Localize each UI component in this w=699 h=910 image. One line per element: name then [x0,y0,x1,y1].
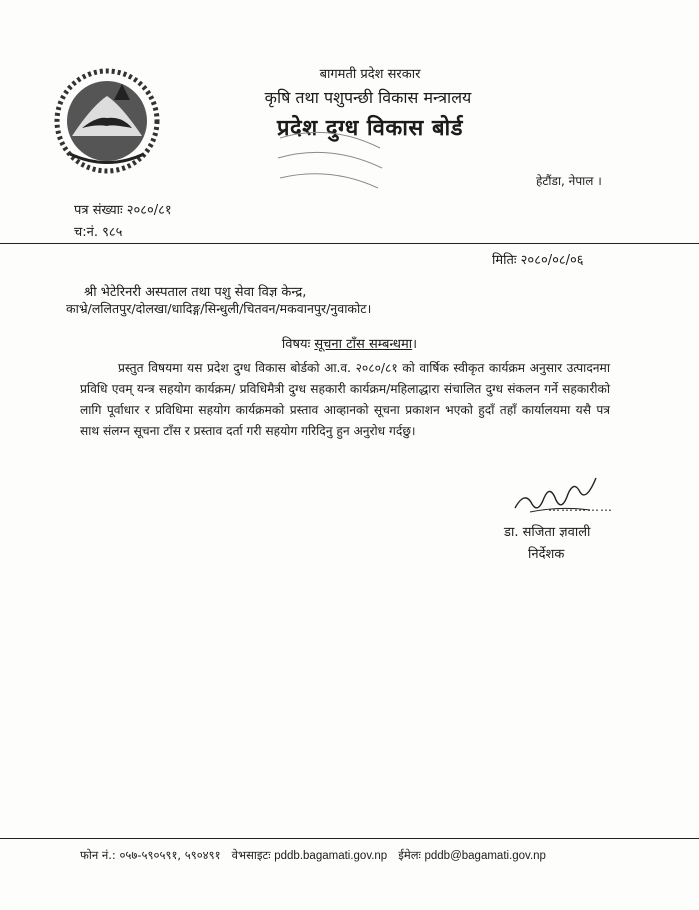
government-name: बागमती प्रदेश सरकार [319,67,421,82]
board-name: प्रदेश दुग्ध विकास बोर्ड [277,116,463,141]
letter-number: पत्र संख्याः २०८०/८१ [74,203,172,218]
office-location: हेटौंडा, नेपाल । [536,174,602,188]
footer-email-label: ईमेलः [398,848,421,862]
ministry-name: कृषि तथा पशुपन्छी विकास मन्त्रालय [264,88,472,107]
recipient-line-2: काभ्रे/ललितपुर/दोलखा/धादिङ्ग/सिन्धुली/चितवन/मकवानपुर/नुवाकोट। [66,301,372,316]
footer-website-link[interactable]: pddb.bagamati.gov.np [274,850,388,862]
subject-line [0,334,699,352]
office-stamp [270,128,390,198]
signer-title: निर्देशक [528,547,565,562]
signer-name: डा. सजिता ज्ञवाली [504,525,591,540]
recipient-line-1: श्री भेटेरिनरी अस्पताल तथा पशु सेवा विज्ञ केन्द्र, [84,285,307,300]
nepal-emblem-logo [52,66,162,176]
letter-body: प्रस्तुत विषयमा यस प्रदेश दुग्ध विकास बोर्डको आ.व. २०८०/८१ को वार्षिक स्वीकृत कार्यक्रम अनुसार उत्पादनमा प्रविधि एवम् यन्त्र सहयोग कार्यक्रम/ प्रविधिमैत्री दुग्ध सहकारी कार्यक्रम/महिलाद्धारा संचालित दुग्ध संकलन गर्ने सहकारीको लागि पूर्वाधार र प्रविधिमा सहयोग कार्यक्रमको प्रस्ताव आव्हानको सूचना प्रकाशन भएको हुदाँ तहाँ कार्यालयमा यसै पत्र साथ संलग्न सूचना टाँस र प्रस्ताव दर्ता गरी सहयोग गरिदिनु हुन अनुरोध गर्दछु। [80,361,610,438]
subject-text: सूचना टाँस सम्बन्धमा [314,337,413,352]
signature-dots: …………… [548,500,613,514]
header-divider [0,243,699,244]
footer-website-label: वेभसाइटः [231,848,271,862]
footer-divider [0,838,699,839]
subject-prefix: विषयः [281,337,311,352]
footer-phone: फोन नं.: ०५७-५९०५९१, ५९०४९१ [80,848,221,862]
dispatch-number: च:नं. ९८५ [74,225,123,240]
subject-suffix: । [412,337,418,352]
footer-contact [80,848,546,863]
footer-email-link[interactable]: pddb@bagamati.gov.np [424,850,546,862]
letter-date: मितिः २०८०/०८/०६ [492,253,584,268]
